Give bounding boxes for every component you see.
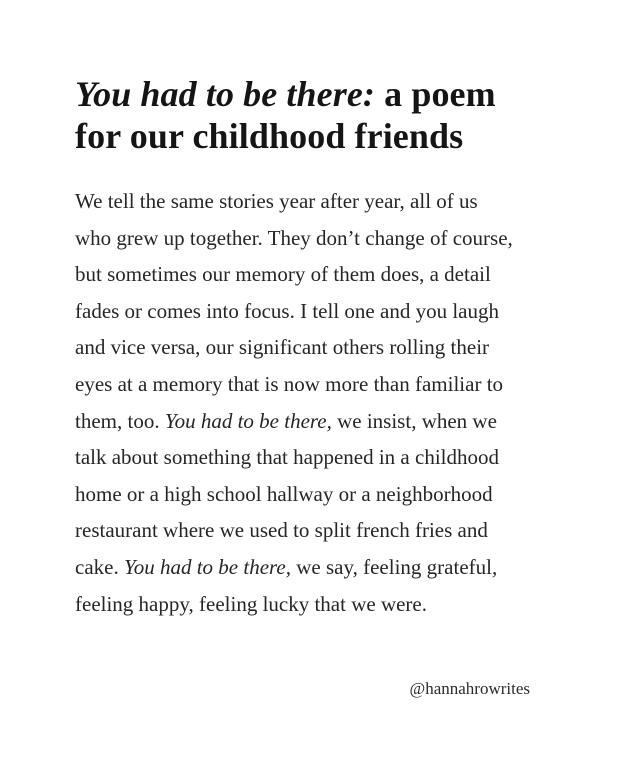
- poem-line-italic-segment: You had to be there,: [164, 408, 332, 433]
- poem-line-segment: and vice versa, our significant others rolling their: [75, 335, 490, 360]
- poem-line-segment: them, too.: [75, 408, 165, 433]
- title-regular-part: a poem: [384, 74, 496, 114]
- poem-line: [75, 256, 575, 293]
- poem-line-segment: home or a high school hallway or a neighborhood: [75, 481, 493, 506]
- title-line-2: for our childhood friends: [75, 116, 464, 156]
- poem-line: [75, 329, 575, 366]
- poem-line: [75, 549, 575, 586]
- poem-line-segment: eyes at a memory that is now more than familiar to: [75, 371, 504, 396]
- poem-line-segment: but sometimes our memory of them does, a detail: [75, 262, 491, 287]
- poem-line-segment: restaurant where we used to split french fries and: [75, 518, 488, 543]
- poem-line: [75, 183, 575, 220]
- poem-line-segment: talk about something that happened in a childhood: [75, 445, 499, 470]
- poem-line-segment: feeling happy, feeling lucky that we were.: [75, 591, 427, 616]
- poem-body: [75, 183, 575, 622]
- poem-line: [75, 512, 575, 549]
- poem-line-segment: cake.: [75, 554, 124, 579]
- title-italic-part: You had to be there:: [75, 74, 376, 114]
- poem-line: [75, 293, 575, 330]
- poem-line-segment: We tell the same stories year after year, all of us: [75, 189, 478, 213]
- poem-line: [75, 403, 575, 440]
- poem-line: [75, 220, 575, 257]
- poem-line: [75, 476, 575, 513]
- author-handle: @hannahrowrites: [409, 679, 530, 698]
- poem-line-segment: fades or comes into focus. I tell one and you laugh: [75, 298, 499, 323]
- poem-line: [75, 586, 575, 623]
- poem-line-italic-segment: You had to be there,: [123, 554, 291, 579]
- poem-line-segment: who grew up together. They don’t change of course,: [75, 225, 513, 250]
- poem-line-segment: we insist, when we: [331, 408, 497, 433]
- poem-line-segment: we say, feeling grateful,: [291, 554, 498, 579]
- poem-title: [75, 73, 595, 157]
- poem-line: [75, 366, 575, 403]
- poem-line: [75, 439, 575, 476]
